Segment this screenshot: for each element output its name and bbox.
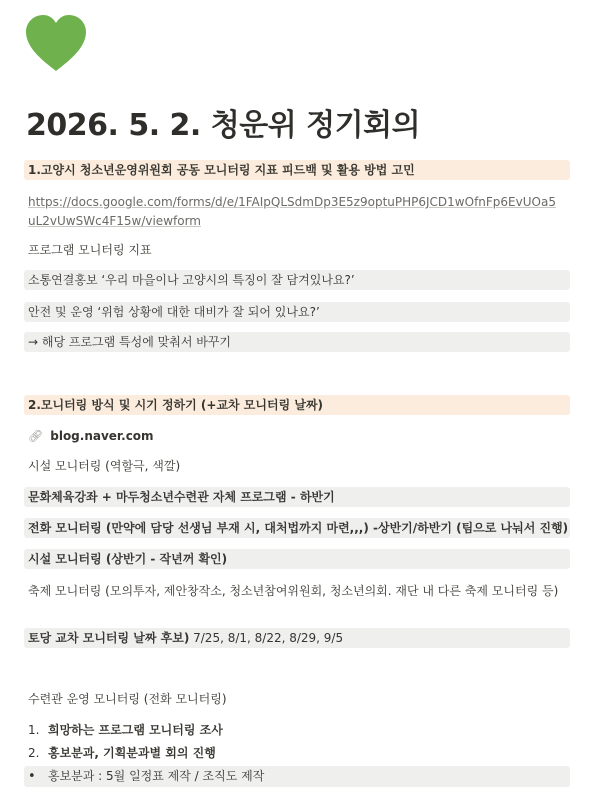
green-heart-icon[interactable] — [24, 14, 88, 74]
program-indicator-subtitle: 프로그램 모니터링 지표 — [28, 243, 152, 257]
facility-monitoring-line: 시설 모니터링 (역할극, 색깔) — [28, 459, 181, 473]
bookmark-blog-naver[interactable] — [24, 426, 570, 446]
bullet-item-text: 홍보분과 : 5월 일정표 제작 / 조직도 제작 — [48, 769, 265, 783]
link-icon: 🔗︎ — [28, 429, 44, 443]
todang-label: 토당 교차 모니터링 날짜 후보) — [28, 631, 190, 645]
section-heading-monitoring-schedule[interactable]: 2.모니터링 방식 및 시기 정하기 (+교차 모니터링 날짜) — [24, 395, 570, 415]
numbered-item-text: 홍보분과, 기획분과별 회의 진행 — [48, 746, 216, 760]
indicator-item-communication[interactable]: 소통연결홍보 ‘우리 마을이나 고양시의 특징이 잘 담겨있나요?’ — [24, 270, 570, 290]
page-title[interactable]: 2026. 5. 2. 청운위 정기회의 — [26, 108, 421, 143]
todang-cross-monitoring-dates[interactable] — [24, 628, 570, 648]
numbered-item-1[interactable] — [24, 720, 570, 740]
center-operation-monitoring-title: 수련관 운영 모니터링 (전화 모니터링) — [28, 692, 227, 706]
section-heading-monitoring-indicators[interactable]: 1.고양시 청소년운영위원회 공동 모니터링 지표 피드백 및 활용 방법 고민 — [24, 160, 570, 180]
indicator-item-safety[interactable]: 안전 및 운영 ‘위험 상황에 대한 대비가 잘 되어 있나요?’ — [24, 302, 570, 322]
bullet-icon: • — [28, 769, 36, 784]
culture-sports-course-item[interactable]: 문화체육강좌 + 마두청소년수련관 자체 프로그램 - 하반기 — [24, 487, 570, 507]
bullet-item-promotion[interactable] — [24, 766, 570, 787]
list-number: 2. — [28, 746, 40, 760]
todang-dates: 7/25, 8/1, 8/22, 8/29, 9/5 — [189, 631, 344, 645]
numbered-item-2[interactable] — [24, 743, 570, 763]
indicator-item-adjust-note[interactable]: → 해당 프로그램 특성에 맞춰서 바꾸기 — [24, 332, 570, 352]
numbered-item-text: 희망하는 프로그램 모니터링 조사 — [48, 723, 223, 737]
festival-monitoring-item: 축제 모니터링 (모의투자, 제안창작소, 청소년참여위원회, 청소년의회. 재단 내 다른 축제 모니터링 등) — [28, 584, 559, 598]
list-number: 1. — [28, 723, 40, 737]
google-form-link[interactable]: https://docs.google.com/forms/d/e/1FAIpQLSdmDp3E5z9optuPHP6JCD1wOfnFp6EvUOa5uL2vUwSWc4F15w/viewform — [28, 195, 556, 228]
facility-monitoring-first-half[interactable]: 시설 모니터링 (상반기 - 작년꺼 확인) — [24, 549, 570, 569]
phone-monitoring-item[interactable]: 전화 모니터링 (만약에 담당 선생님 부재 시, 대처법까지 마련,,,) -상반기/하반기 (팀으로 나눠서 진행) — [24, 518, 570, 538]
bookmark-url: blog.naver.com — [50, 429, 154, 443]
